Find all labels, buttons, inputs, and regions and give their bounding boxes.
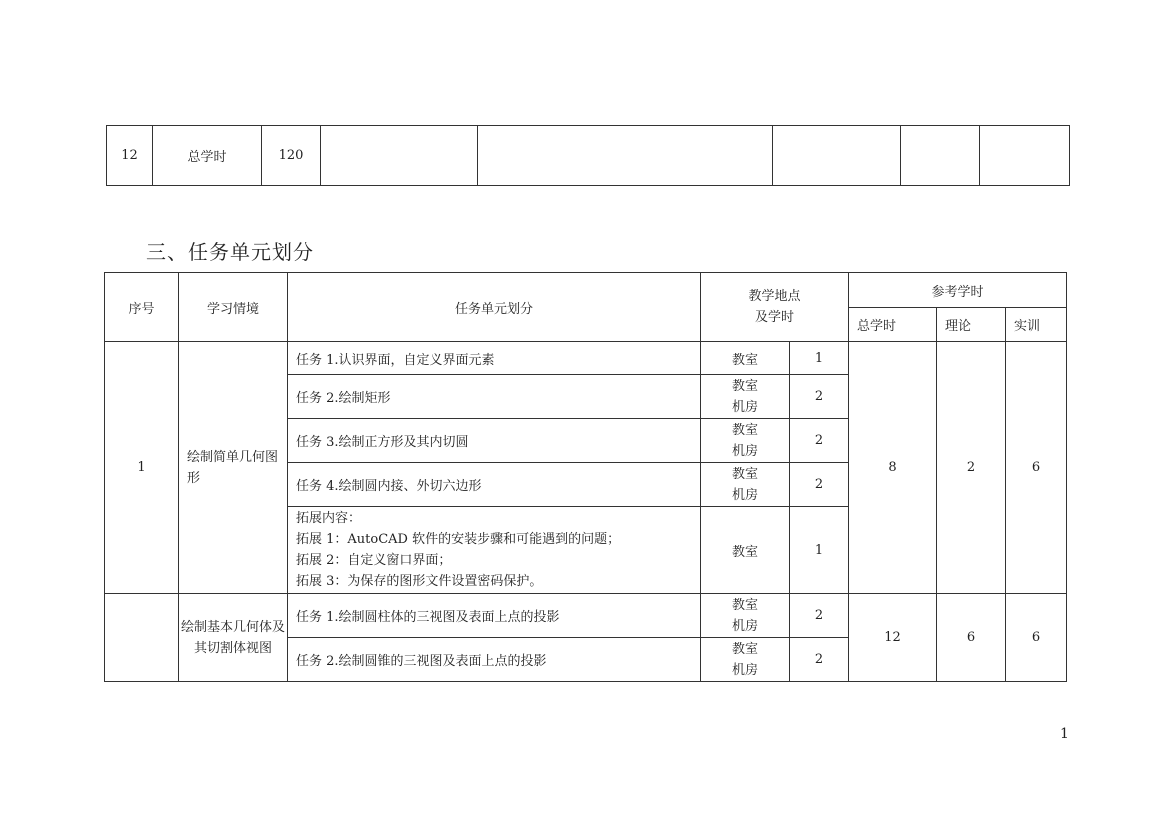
- section-title: 三、任务单元划分: [146, 240, 314, 264]
- extension-line: 拓展 2：自定义窗口界面；: [296, 553, 452, 568]
- summary-label: 总学时: [153, 126, 262, 186]
- extension-line: 拓展 3：为保存的图形文件设置密码保护。: [296, 574, 543, 589]
- header-theory: 理论: [937, 308, 1006, 342]
- header-practice: 实训: [1006, 308, 1067, 342]
- task-hours: 1: [790, 342, 849, 375]
- header-task-division: 任务单元划分: [288, 273, 701, 342]
- group-theory: 6: [937, 594, 1006, 682]
- extension-content: [288, 507, 701, 594]
- task-place-line: 机房: [731, 662, 758, 678]
- task-hours: 2: [790, 463, 849, 507]
- header-row: [105, 273, 1067, 308]
- task-division-table: [104, 272, 1067, 682]
- task-place-line: 教室: [731, 466, 758, 482]
- table-row: [105, 594, 1067, 638]
- task-place: [701, 419, 790, 463]
- summary-empty-cell: [478, 126, 773, 186]
- task-name: 任务 1.认识界面，自定义界面元素: [288, 342, 701, 375]
- task-place: 教室: [701, 507, 790, 594]
- header-location: [701, 273, 849, 342]
- task-name: 任务 4.绘制圆内接、外切六边形: [288, 463, 701, 507]
- task-place: [701, 463, 790, 507]
- task-name: 任务 1.绘制圆柱体的三视图及表面上点的投影: [288, 594, 701, 638]
- group-no: 1: [105, 342, 179, 594]
- task-name: 任务 2.绘制圆锥的三视图及表面上点的投影: [288, 638, 701, 682]
- task-name: 任务 3.绘制正方形及其内切圆: [288, 419, 701, 463]
- group-theory: 2: [937, 342, 1006, 594]
- task-hours: 2: [790, 375, 849, 419]
- task-hours: 2: [790, 638, 849, 682]
- page-number: 1: [1060, 726, 1069, 742]
- group-practice: 6: [1006, 342, 1067, 594]
- task-place: [701, 638, 790, 682]
- group-situation: 绘制基本几何体及其切割体视图: [179, 594, 288, 682]
- header-location-line2: 及学时: [755, 310, 795, 325]
- group-total: 12: [849, 594, 937, 682]
- task-place-line: 教室: [731, 422, 758, 438]
- task-hours: 2: [790, 419, 849, 463]
- task-place: 教室: [701, 342, 790, 375]
- summary-table: [106, 125, 1070, 186]
- task-place-line: 机房: [731, 443, 758, 459]
- task-place-line: 机房: [731, 399, 758, 415]
- task-place-line: 教室: [731, 641, 758, 657]
- summary-empty-cell: [901, 126, 980, 186]
- group-total: 8: [849, 342, 937, 594]
- group-situation: 绘制简单几何图形: [179, 342, 288, 594]
- header-situation: 学习情境: [179, 273, 288, 342]
- summary-row: [107, 126, 1070, 186]
- task-place-line: 教室: [731, 597, 758, 613]
- task-place: [701, 594, 790, 638]
- task-place-line: 机房: [731, 487, 758, 503]
- task-hours: 2: [790, 594, 849, 638]
- task-place-line: 机房: [731, 618, 758, 634]
- summary-empty-cell: [773, 126, 901, 186]
- summary-empty-cell: [980, 126, 1070, 186]
- group-no: [105, 594, 179, 682]
- header-location-line1: 教学地点: [748, 289, 801, 304]
- extension-line: 拓展 1：AutoCAD 软件的安装步骤和可能遇到的问题；: [296, 532, 621, 547]
- extension-line: 拓展内容：: [296, 511, 362, 526]
- header-ref-hours: 参考学时: [849, 273, 1067, 308]
- table-row: [105, 342, 1067, 375]
- header-total: 总学时: [849, 308, 937, 342]
- task-place: [701, 375, 790, 419]
- header-no: 序号: [105, 273, 179, 342]
- summary-empty-cell: [321, 126, 478, 186]
- group-practice: 6: [1006, 594, 1067, 682]
- task-hours: 1: [790, 507, 849, 594]
- task-place-line: 教室: [731, 378, 758, 394]
- task-name: 任务 2.绘制矩形: [288, 375, 701, 419]
- summary-hours: 120: [262, 126, 321, 186]
- summary-no: 12: [107, 126, 153, 186]
